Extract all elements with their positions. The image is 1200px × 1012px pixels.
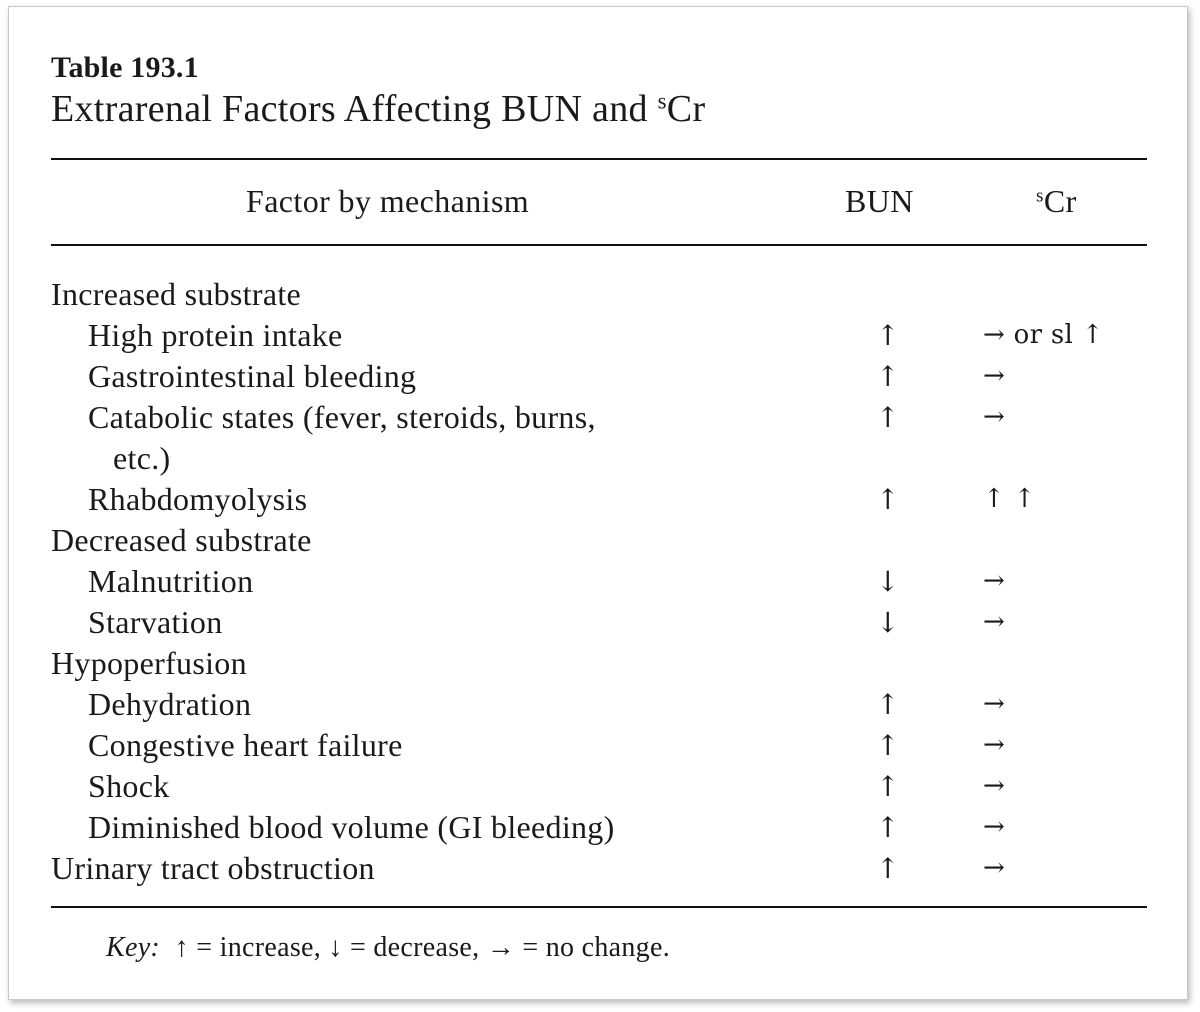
factor-label: Urinary tract obstruction xyxy=(51,850,375,886)
scr-effect-cell: → xyxy=(983,853,1006,883)
scr-effect-cell: ↑ ↑ xyxy=(983,484,1036,514)
group-row xyxy=(51,274,1147,315)
table-title-main: Extrarenal Factors Affecting BUN and xyxy=(51,88,658,130)
table-body xyxy=(51,274,1147,889)
scr-effect-cell: → xyxy=(983,361,1006,391)
table-row xyxy=(51,766,1147,807)
bun-effect-cell: ↑ xyxy=(876,852,900,885)
factor-label: Congestive heart failure xyxy=(88,727,403,763)
bun-effect-cell: ↑ xyxy=(876,811,900,844)
scr-effect-cell: → xyxy=(983,771,1006,801)
table-row xyxy=(51,602,1147,643)
table-row xyxy=(51,356,1147,397)
header-scr-superscript: s xyxy=(1036,185,1044,207)
scr-effect-cell: → xyxy=(983,689,1006,719)
table-number: Table 193.1 xyxy=(51,51,199,84)
table-frame xyxy=(8,6,1188,1000)
header-scr-text: Cr xyxy=(1043,183,1077,219)
factor-label: Dehydration xyxy=(88,686,252,722)
table-row xyxy=(51,807,1147,848)
table-title-end: Cr xyxy=(666,88,706,130)
bun-effect-cell: ↑ xyxy=(876,770,900,803)
factor-label: Starvation xyxy=(88,604,223,640)
factor-label: Decreased substrate xyxy=(51,522,312,558)
table-row xyxy=(51,479,1147,520)
factor-label: Gastrointestinal bleeding xyxy=(88,358,417,394)
factor-label: Rhabdomyolysis xyxy=(88,481,308,517)
key-label: Key: xyxy=(106,932,161,963)
header-scr xyxy=(1036,183,1077,220)
header-bun: BUN xyxy=(845,183,914,219)
bun-effect-cell: ↓ xyxy=(876,606,900,639)
table-row xyxy=(51,397,1147,479)
factor-label: Hypoperfusion xyxy=(51,645,247,681)
factor-label-continuation: etc.) xyxy=(113,440,171,476)
bottom-rule xyxy=(51,906,1147,908)
top-rule xyxy=(51,158,1147,160)
bun-effect-cell: ↑ xyxy=(876,688,900,721)
bun-effect-cell: ↑ xyxy=(876,729,900,762)
factor-label: Diminished blood volume (GI bleeding) xyxy=(88,809,615,845)
factor-label: Shock xyxy=(88,768,170,804)
key-text: ↑ = increase, ↓ = decrease, → = no change. xyxy=(174,932,670,963)
table-title xyxy=(51,87,705,131)
factor-label: High protein intake xyxy=(88,317,343,353)
table-row xyxy=(51,561,1147,602)
bun-effect-cell: ↑ xyxy=(876,483,900,516)
scr-effect-cell: → xyxy=(983,812,1006,842)
factor-cell xyxy=(51,274,1147,315)
scr-effect-cell: → or sl ↑ xyxy=(983,320,1104,350)
header-factor: Factor by mechanism xyxy=(246,183,530,219)
table-row xyxy=(51,725,1147,766)
table-key xyxy=(106,932,670,964)
group-row xyxy=(51,848,1147,889)
table-row xyxy=(51,684,1147,725)
bun-effect-cell: ↑ xyxy=(876,401,900,434)
table-title-superscript: s xyxy=(657,88,667,114)
scr-effect-cell: → xyxy=(983,730,1006,760)
factor-label: Malnutrition xyxy=(88,563,254,599)
factor-label: Increased substrate xyxy=(51,276,302,312)
bun-effect-cell: ↑ xyxy=(876,360,900,393)
header-rule xyxy=(51,244,1147,246)
table-row xyxy=(51,315,1147,356)
factor-cell xyxy=(51,643,1147,684)
scr-effect-cell: → xyxy=(983,566,1006,596)
bun-effect-cell: ↓ xyxy=(876,565,900,598)
scr-effect-cell: → xyxy=(983,607,1006,637)
group-row xyxy=(51,643,1147,684)
group-row xyxy=(51,520,1147,561)
scr-effect-cell: → xyxy=(983,402,1006,432)
bun-effect-cell: ↑ xyxy=(876,319,900,352)
factor-label: Catabolic states (fever, steroids, burns, xyxy=(88,399,596,435)
factor-cell xyxy=(51,520,1147,561)
